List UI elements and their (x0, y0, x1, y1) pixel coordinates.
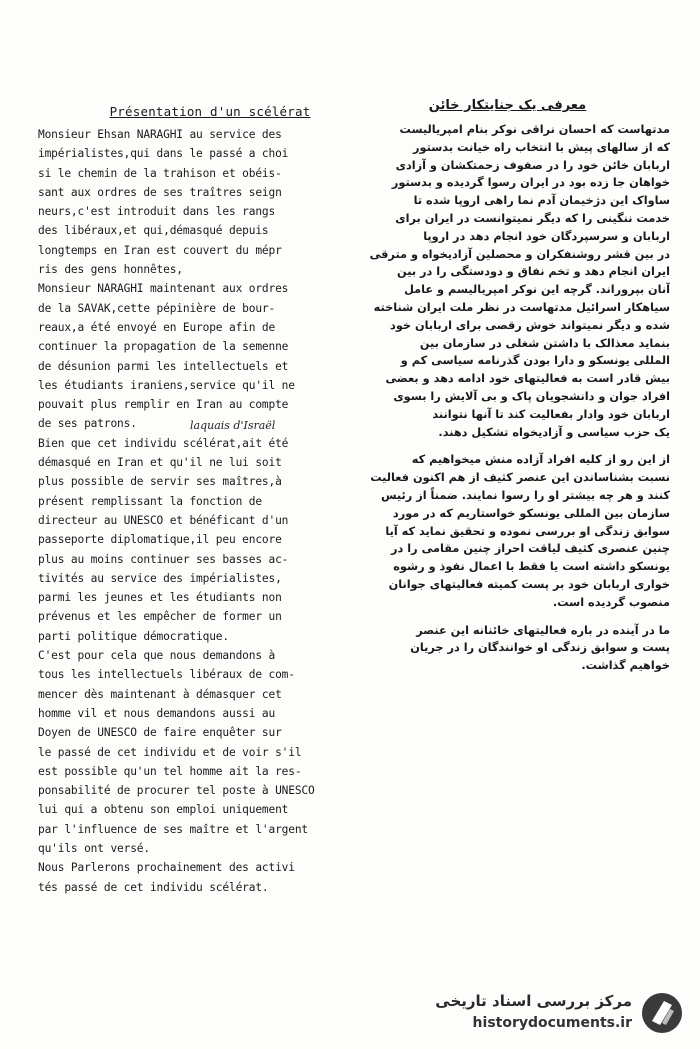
persian-line: ایران انجام دهد و تخم نفاق و دودستگی را در بین (397, 265, 670, 279)
french-line: ris des gens honnêtes, (38, 263, 183, 277)
french-line: plus au moins continuer ses basses ac- (38, 552, 289, 566)
french-line: tés passé de cet individu scélérat. (38, 880, 269, 894)
french-line: neurs,c'est introduit dans les rangs (38, 205, 276, 219)
french-title: Présentation d'un scélérat (109, 104, 311, 119)
french-line: lui qui a obtenu son emploi uniquement (38, 803, 289, 817)
persian-line: المللی یونسکو و دارا بودن گذرنامه سیاسی کم و (400, 354, 670, 368)
persian-line: خدمت ننگینی را که دیگر نمیتوانست در ایران برای (395, 211, 670, 225)
french-line: reaux,a été envoyé en Europe afin de (38, 320, 276, 334)
french-column (38, 104, 360, 897)
persian-line: شده و دیگر نمیتواند خوش رقصی برای اربابان خود (390, 318, 670, 332)
persian-title: معرفی یک جنایتکار خائن (428, 98, 587, 113)
french-line: Bien que cet individu scélérat,ait été (38, 436, 289, 450)
french-line: continuer la propagation de la semenne (38, 340, 289, 354)
french-line: de ses patrons. (38, 417, 137, 431)
persian-line: در بین قشر روشنفکران و محصلین آزادیخواه و مترقی (369, 247, 670, 261)
french-line: impérialistes,qui dans le passé a choi (38, 147, 289, 161)
french-line: qu'ils ont versé. (38, 841, 150, 855)
persian-line: آنان بپروراند. گرچه این نوکر امپریالیسم و عامل (404, 283, 670, 297)
french-line: Monsieur NARAGHI maintenant aux ordres (38, 282, 289, 296)
persian-line: اربابان خود وادار بفعالیت کند تا آنها نتوانند (432, 407, 670, 421)
french-line: mencer dès maintenant à démasquer cet (38, 687, 282, 701)
persian-line: خواهیم گذاشت. (581, 659, 670, 673)
french-line: parti politique démocratique. (38, 629, 229, 643)
persian-line: مدتهاست که احسان نراقی نوکر بنام امپریالیست (399, 123, 670, 136)
paragraph-gap (345, 612, 670, 622)
persian-body (345, 121, 670, 675)
french-line: ponsabilité de procurer tel poste à UNESCO (38, 784, 315, 798)
persian-line: از این رو از کلیه افراد آزاده منش میخواهیم که (411, 453, 670, 467)
french-line: passeporte diplomatique,il peu encore (38, 533, 282, 547)
persian-line: خواری اربابان خود بر پست کمیته فعالیتهای جوانان (388, 577, 670, 591)
french-line: par l'influence de ses maître et l'argent (38, 822, 309, 836)
persian-line: ما در آینده در باره فعالیتهای خائنانه این عنصر (416, 623, 670, 637)
persian-line: اربابان خائن خود را در صفوف زحمتکشان و آزادی (395, 158, 670, 172)
french-line: homme vil et nous demandons aussi au (38, 706, 276, 720)
watermark (424, 991, 684, 1035)
paragraph-gap (345, 441, 670, 451)
persian-line: بنماید معذالک با داشتن شغلی در سازمان بین (419, 336, 670, 350)
french-line: tivités au service des impérialistes, (38, 571, 282, 585)
persian-line: پست و سوابق زندگی او خوانندگان را در جریان (410, 641, 670, 655)
archive-logo-icon (640, 991, 684, 1035)
french-line: prévenus et les empêcher de former un (38, 610, 282, 624)
french-line: plus possible de servir ses maîtres,à (38, 475, 282, 489)
french-line: de désunion parmi les intellectuels et (38, 359, 289, 373)
french-line: présent remplissant la fonction de (38, 494, 262, 508)
persian-line: افراد جوان و دانشجویان پاک و بی آلایش را بسوی (393, 389, 670, 403)
french-line: si le chemin de la trahison et obéis- (38, 166, 282, 180)
persian-line: چنین عنصری کثیف لیاقت احراز چنین مقامی را در (391, 542, 670, 556)
french-line: Nous Parlerons prochainement des activi (38, 861, 295, 875)
persian-line: سیاهکار اسرائیل مدتهاست در نظر ملت ایران شناخته (373, 300, 670, 314)
persian-line: کنند و هر چه بیشتر او را رسوا نمایند. ضمناً از رئیس (380, 488, 670, 502)
french-line: longtemps en Iran est couvert du mépr (38, 243, 282, 257)
french-line: des libéraux,et qui,démasqué depuis (38, 224, 269, 238)
french-line: Doyen de UNESCO de faire enquêter sur (38, 726, 282, 740)
french-line: C'est pour cela que nous demandons à (38, 649, 276, 663)
french-line: démasqué en Iran et qu'il ne lui soit (38, 456, 282, 470)
french-line: est possible qu'un tel homme ait la res- (38, 764, 302, 778)
french-line: parmi les jeunes et les étudiants non (38, 591, 282, 605)
french-line: les étudiants iraniens,service qu'il ne (38, 378, 295, 392)
french-line: sant aux ordres de ses traîtres seign (38, 185, 282, 199)
french-line: directeur au UNESCO et bénéficant d'un (38, 513, 289, 527)
persian-line: سازمان بین المللی یونسکو خواستاریم که در مورد (392, 506, 670, 520)
handwritten-note: laquais d'Israël (190, 419, 276, 432)
french-line: le passé de cet individu et de voir s'il (38, 745, 302, 759)
persian-line: اربابان و سرسپردگان خود انجام دهد در اروپا (423, 229, 670, 243)
french-line: pouvait plus remplir en Iran au compte (38, 398, 289, 412)
persian-line: یک حزب سیاسی و آزادیخواه تشکیل دهند. (438, 425, 670, 439)
watermark-url: historydocuments.ir (472, 1015, 632, 1031)
persian-line: ساواک این دژخیمان آدم نما راهی اروپا شده تا (413, 194, 670, 208)
persian-column (345, 98, 670, 675)
persian-line: بیش قادر است به فعالیتهای خود ادامه دهد و بعضی (385, 372, 670, 386)
persian-line: نسبت بشناساندن این عنصر کثیف از هم اکنون فعالیت (370, 471, 670, 485)
french-line: tous les intellectuels libéraux de com- (38, 668, 295, 682)
watermark-title: مرکز بررسی اسناد تاریخی (435, 992, 632, 1010)
persian-line: یونسکو داشته است یا فقط با اعمال نفوذ و رشوه (393, 560, 670, 574)
french-line: Monsieur Ehsan NARAGHI au service des (38, 128, 282, 141)
persian-line: سوابق زندگی او بررسی نموده و تحقیق نماید که آیا (385, 524, 670, 538)
persian-line: که از سالهای پیش با انتخاب راه خیانت بدستور (413, 140, 670, 154)
french-body (38, 125, 360, 897)
persian-line: خواهان جا زده بود در ایران رسوا گردیده و بدستور (391, 176, 670, 190)
persian-line: منصوب گردیده است. (552, 595, 670, 609)
french-line: de la SAVAK,cette pépinière de bour- (38, 301, 276, 315)
